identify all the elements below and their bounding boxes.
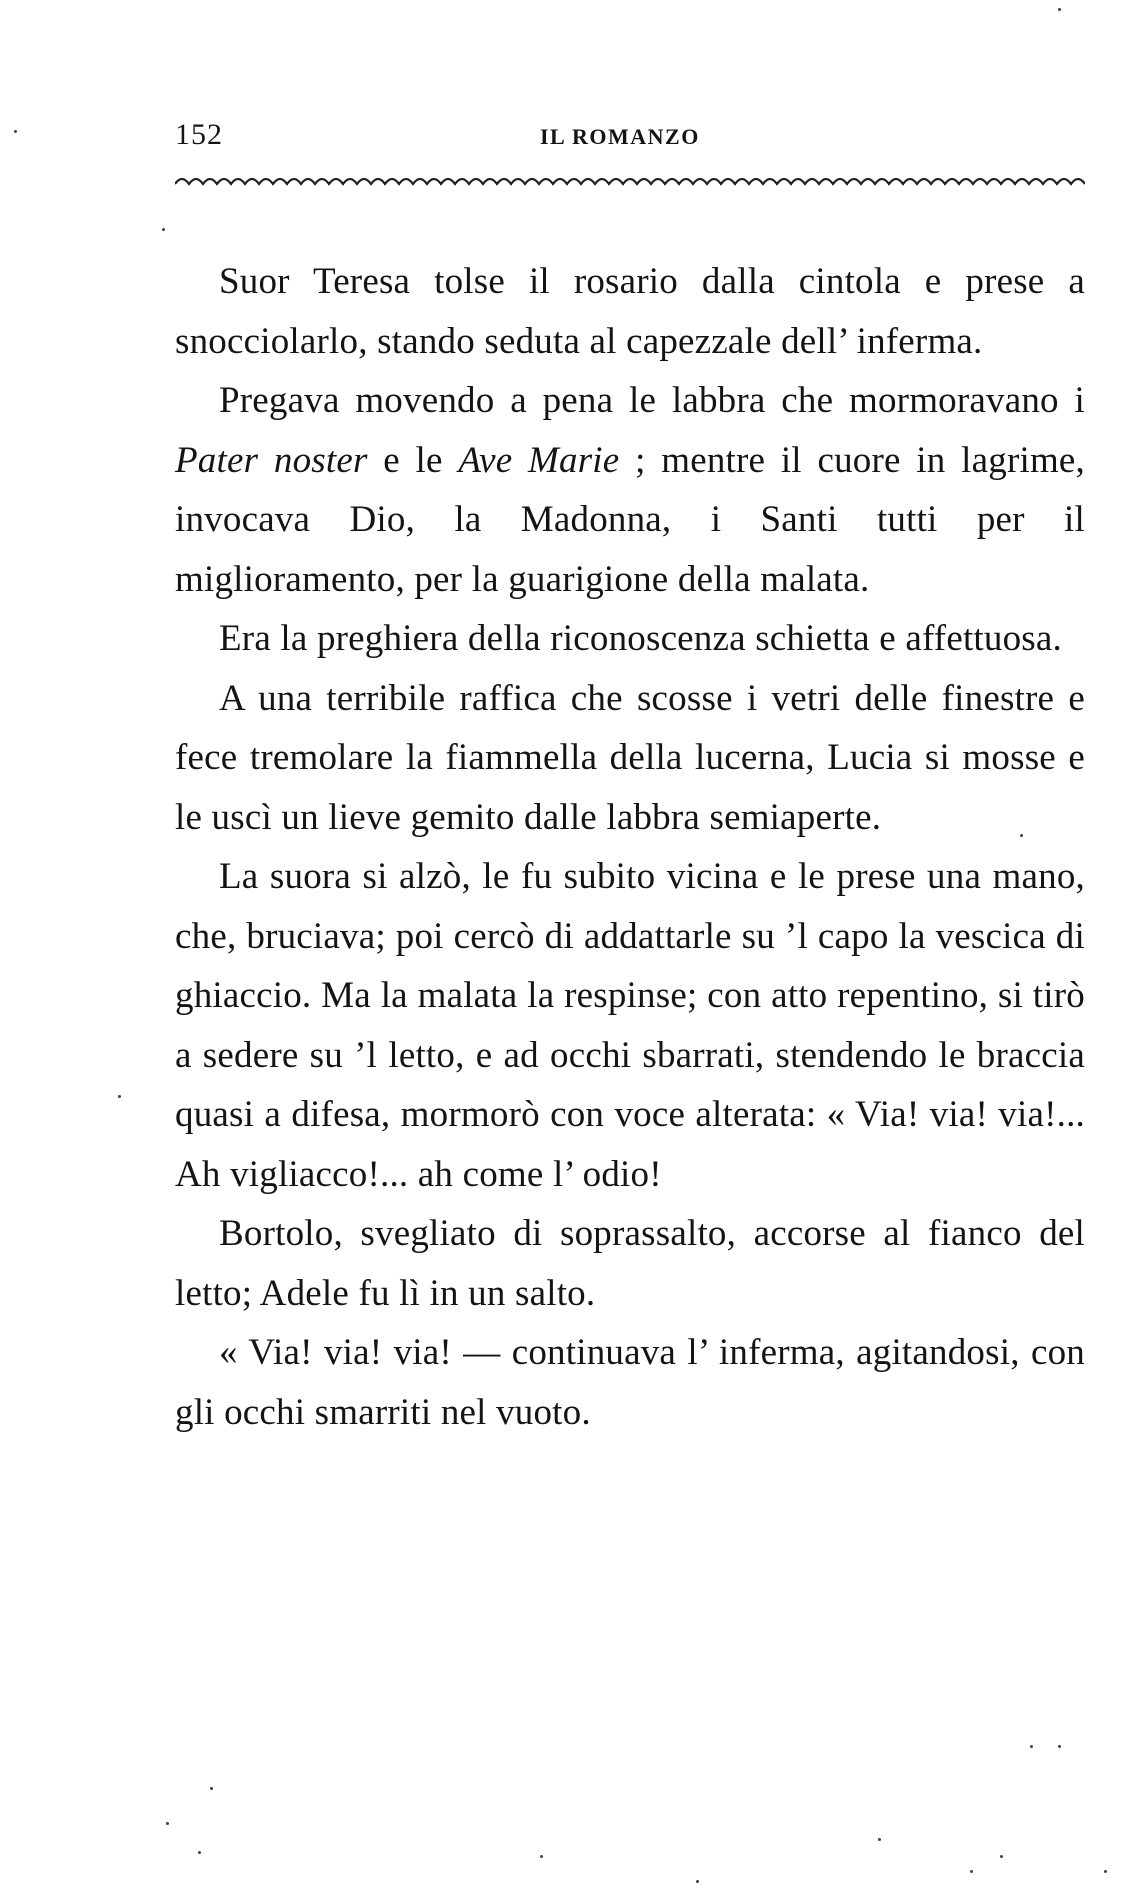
paragraph-2-part-3: ; mentre il cuore in lagrime, invocava Dio, la Madonna, i Santi tutti per il miglioramento, per la guarigione della malata.	[175, 439, 1085, 600]
scan-speck	[118, 1095, 121, 1098]
scan-speck	[210, 1787, 213, 1790]
scan-speck	[1030, 1745, 1033, 1748]
paragraph-1: Suor Teresa tolse il rosario dalla cintola e prese a snocciolarlo, stando seduta al capezzale dell’ inferma.	[175, 261, 1085, 362]
paragraph-5: La suora si alzò, le fu subito vicina e le prese una mano, che, bruciava; poi cercò di addattarle su ’l capo la vescica di ghiaccio. Ma la malata la respinse; con atto repentino, si tirò a sedere su ’l letto, e ad occhi sbarrati, stendendo le braccia quasi a difesa, mormorò con voce alterata: « Via! via! via!... Ah vigliacco!... ah come l’ odio!	[175, 856, 1085, 1195]
paragraph-3: Era la preghiera della riconoscenza schietta e affettuosa.	[219, 618, 1062, 659]
scan-speck	[1058, 8, 1061, 11]
paragraph-2-part-2: e le	[367, 439, 459, 481]
scan-speck	[14, 130, 17, 133]
scan-speck	[540, 1855, 543, 1858]
text-body	[175, 252, 1085, 1442]
paragraph-4: A una terribile raffica che scosse i vetri delle finestre e fece tremolare la fiammella della lucerna, Lucia si mosse e le uscì un lieve gemito dalle labbra semiaperte.	[175, 677, 1085, 838]
scan-speck	[198, 1851, 201, 1854]
scan-speck	[162, 228, 165, 231]
scan-speck	[878, 1838, 881, 1841]
scan-speck	[1020, 834, 1023, 837]
page-header	[175, 118, 1085, 158]
emphasis-pater-noster: Pater noster	[175, 439, 368, 481]
page-number: 152	[175, 118, 223, 151]
scan-speck	[970, 1870, 973, 1873]
scan-speck	[1000, 1855, 1003, 1858]
scan-speck	[166, 1822, 169, 1825]
paragraph-6: Bortolo, svegliato di soprassalto, accorse al fianco del letto; Adele fu lì in un salto.	[175, 1213, 1085, 1314]
scan-speck	[1058, 1745, 1061, 1748]
running-title: IL ROMANZO	[540, 124, 700, 149]
scan-speck	[1104, 1870, 1107, 1873]
paragraph-7: « Via! via! via! — continuava l’ inferma, agitandosi, con gli occhi smarriti nel vuoto.	[175, 1332, 1085, 1433]
paragraph-2-part-1: Pregava movendo a pena le labbra che mormoravano i	[219, 380, 1085, 421]
emphasis-ave-marie: Ave Marie	[458, 439, 620, 481]
wavy-rule-ornament	[175, 172, 1085, 192]
scan-speck	[696, 1880, 699, 1883]
paragraph-2	[175, 371, 1085, 609]
